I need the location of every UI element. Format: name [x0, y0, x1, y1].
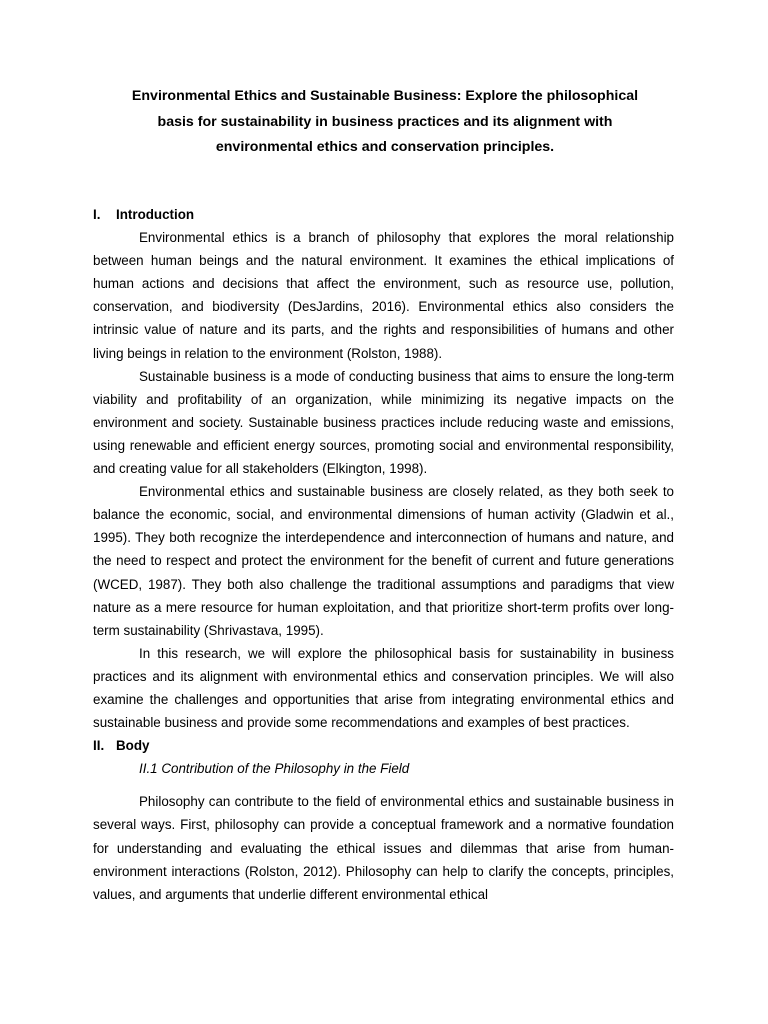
document-title [90, 84, 680, 161]
paragraph: Environmental ethics is a branch of philosophy that explores the moral relationship between human beings and the natural environment. It examines the ethical implications of human actions and decisions that affect the environment, such as resource use, pollution, conservation, and biodiversity (DesJardins, 2016). Environmental ethics also considers the intrinsic value of nature and its parts, and the rights and responsibilities of humans and other living beings in relation to the environment (Rolston, 1988). [93, 230, 674, 361]
paragraph: Sustainable business is a mode of conducting business that aims to ensure the long-term viability and profitability of an organization, while minimizing its negative impacts on the environment and society. Sustainable business practices include reducing waste and emissions, using renewable and efficient energy sources, promoting social and environmental responsibility, and creating value for all stakeholders (Elkington, 1998). [93, 368, 674, 477]
section-number: I. [93, 207, 101, 222]
paragraph: Environmental ethics and sustainable business are closely related, as they both seek to balance the economic, social, and environmental dimensions of human activity (Gladwin et al., 1995). They both recognize the interdependence and interconnection of humans and nature, and the need to respect and protect the environment for the benefit of current and future generations (WCED, 1987). They both also challenge the traditional assumptions and paradigms that view nature as a mere resource for human exploitation, and that prioritize short-term profits over long-term sustainability (Shrivastava, 1995). [93, 484, 674, 638]
title-line: environmental ethics and conservation principles. [215, 139, 555, 155]
section-number: II. [93, 738, 105, 754]
section-title: Body [116, 738, 150, 754]
subsection-heading: II.1 Contribution of the Philosophy in the Field [139, 761, 410, 777]
section-heading-introduction [93, 203, 674, 226]
title-line: basis for sustainability in business practices and its alignment with [157, 113, 613, 130]
section-title: Introduction [116, 207, 195, 222]
title-line: Environmental Ethics and Sustainable Business: Explore the philosophical [131, 88, 639, 104]
paragraph: Philosophy can contribute to the field of environmental ethics and sustainable business in several ways. First, philosophy can provide a conceptual framework and a normative foundation for understanding and evaluating the ethical issues and dilemmas that arise from human-environment interactions (Rolston, 2012). Philosophy can help to clarify the concepts, principles, values, and arguments that underlie different environmental ethical [93, 794, 674, 902]
document-body [93, 203, 674, 906]
section-heading-body [93, 734, 674, 757]
paragraph: In this research, we will explore the philosophical basis for sustainability in business practices and its alignment with environmental ethics and conservation principles. We will also examine the challenges and opportunities that arise from integrating environmental ethics and sustainable business and provide some recommendations and examples of best practices. [93, 645, 674, 731]
